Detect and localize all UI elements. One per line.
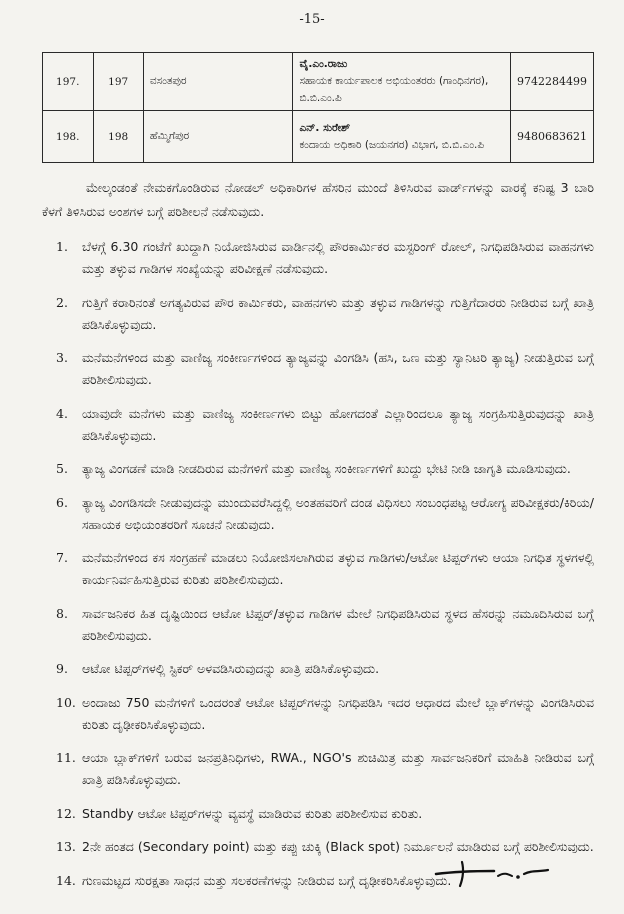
list-item: [42, 747, 594, 791]
ward-number: 198: [93, 111, 143, 163]
list-item: [42, 692, 594, 736]
item-text: ಬೆಳಗ್ಗೆ 6.30 ಗಂಟೆಗೆ ಖುದ್ದಾಗಿ ನಿಯೋಜಿಸಿರುವ ವಾರ್ಡಿನಲ್ಲಿ ಪೌರಕಾರ್ಮಿಕರ ಮಸ್ಟರಿಂಗ್ ರೋಲ್, ನಿಗಧಿಪಡಿಸಿರುವ ವಾಹನಗಳು ಮತ್ತು ತಳ್ಳುವ ಗಾಡಿಗಳ ಸಂಖ್ಯೆಯನ್ನು ಪರಿವೀಕ್ಷಣೆ ನಡೆಸುವುದು.: [82, 239, 594, 276]
phone-number: 9480683621: [511, 111, 594, 163]
officer-name: ಎನ್. ಸುರೇಶ್: [299, 121, 351, 134]
item-number: 3.: [56, 350, 68, 365]
item-text: ತ್ಯಾಜ್ಯ ವಿಂಗಡಿಸದೇ ನೀಡುವುದನ್ನು ಮುಂದುವರೆಸಿದ್ದಲ್ಲಿ ಅಂತಹವರಿಗೆ ದಂಡ ವಿಧಿಸಲು ಸಂಬಂಧಪಟ್ಟ ಆರೋಗ್ಯ ಪರಿವೀಕ್ಷಕರು/ಕಿರಿಯ/ಸಹಾಯಕ ಅಭಿಯಂತರರಿಗೆ ಸೂಚನೆ ನೀಡುವುದು.: [82, 494, 594, 532]
item-text: ಅಂದಾಜು 750 ಮನೆಗಳಿಗೆ ಒಂದರಂತೆ ಆಟೋ ಟಿಪ್ಪರ್‌ಗಳನ್ನು ನಿಗಧಿಪಡಿಸಿ ಇದರ ಆಧಾರದ ಮೇಲೆ ಬ್ಲಾಕ್‌ಗಳನ್ನು ವಿಂಗಡಿಸಿರುವ ಕುರಿತು ದೃಢೀಕರಿಸಿಕೊಳ್ಳುವುದು.: [82, 694, 594, 732]
table-row: [43, 111, 594, 163]
item-number: 7.: [56, 550, 68, 565]
serial-number: 198.: [43, 111, 94, 163]
serial-number: 197.: [43, 53, 94, 111]
officer-details: [293, 53, 511, 111]
item-number: 6.: [56, 494, 68, 510]
item-text: ಗುಣಮಟ್ಟದ ಸುರಕ್ಷತಾ ಸಾಧನ ಮತ್ತು ಸಲಕರಣೆಗಳನ್ನು ನೀಡಿರುವ ಬಗ್ಗೆ ದೃಢೀಕರಿಸಿಕೊಳ್ಳುವುದು.: [82, 872, 452, 888]
item-number: 5.: [56, 461, 68, 476]
list-item: [42, 603, 594, 647]
item-number: 11.: [56, 750, 76, 765]
list-item: [42, 803, 594, 825]
item-number: 8.: [56, 605, 68, 621]
item-text: ಆಟೋ ಟಿಪ್ಪರ್‌ಗಳಲ್ಲಿ ಸ್ಟಿಕರ್ ಅಳವಡಿಸಿರುವುದನ್ನು ಖಾತ್ರಿ ಪಡಿಸಿಕೊಳ್ಳುವುದು.: [82, 661, 380, 676]
phone-number: 9742284499: [511, 53, 594, 111]
handwritten-signature: [432, 852, 552, 892]
page-number: -15-: [299, 12, 325, 27]
item-number: 1.: [56, 239, 68, 254]
item-number: 10.: [56, 694, 76, 710]
item-text: ಯಾವುದೇ ಮನೆಗಳು ಮತ್ತು ವಾಣಿಜ್ಯ ಸಂಕೀರ್ಣಗಳು ಬಿಟ್ಟು ಹೋಗದಂತೆ ಎಲ್ಲಾರಿಂದಲೂ ತ್ಯಾಜ್ಯ ಸಂಗ್ರಹಿಸುತ್ತಿರುವುದನ್ನು ಖಾತ್ರಿ ಪಡಿಸಿಕೊಳ್ಳುವುದು.: [82, 405, 594, 443]
item-text: 2ನೇ ಹಂತದ (Secondary point) ಮತ್ತು ಕಪ್ಪು ಚುಕ್ಕಿ (Black spot) ನಿರ್ಮೂಲನೆ ಮಾಡಿರುವ ಬಗ್ಗೆ ಪರಿಶೀಲಿಸುವುದು.: [82, 839, 594, 854]
officer-name: ವೈ.ಎಂ.ರಾಜು: [299, 58, 348, 70]
table-row: [43, 53, 594, 111]
nodal-officers-table: [42, 52, 594, 163]
item-number: 9.: [56, 661, 68, 676]
inspection-points-list: [42, 236, 594, 903]
item-text: Standby ಆಟೋ ಟಿಪ್ಪರ್‌ಗಳನ್ನು ವ್ಯವಸ್ಥೆ ಮಾಡಿರುವ ಕುರಿತು ಪರಿಶೀಲಿಸುವ ಕುರಿತು.: [82, 805, 423, 821]
list-item: [42, 658, 594, 680]
item-text: ಮನೆಮನೆಗಳಿಂದ ಕಸ ಸಂಗ್ರಹಣೆ ಮಾಡಲು ನಿಯೋಜಿಸಲಾಗಿರುವ ತಳ್ಳುವ ಗಾಡಿಗಳು/ಆಟೋ ಟಿಪ್ಪರ್‌ಗಳು ಆಯಾ ನಿಗಧಿತ ಸ್ಥಳಗಳಲ್ಲಿ ಕಾರ್ಯನಿರ್ವಹಿಸುತ್ತಿರುವ ಕುರಿತು ಪರಿಶೀಲಿಸುವುದು.: [82, 550, 594, 587]
list-item: [42, 458, 594, 480]
officer-designation: ಕಂದಾಯ ಅಧಿಕಾರಿ (ಜಯನಗರ) ವಿಭಾಗ, ಬಿ.ಬಿ.ಎಂ.ಪಿ: [299, 138, 485, 151]
item-number: 2.: [56, 294, 68, 310]
list-item: [42, 492, 594, 536]
item-number: 4.: [56, 405, 68, 421]
item-text: ತ್ಯಾಜ್ಯ ವಿಂಗಡಣೆ ಮಾಡಿ ನೀಡದಿರುವ ಮನೆಗಳಿಗೆ ಮತ್ತು ವಾಣಿಜ್ಯ ಸಂಕೀರ್ಣಗಳಿಗೆ ಖುದ್ದು ಭೇಟಿ ನೀಡಿ ಜಾಗೃತಿ ಮೂಡಿಸುವುದು.: [82, 461, 571, 476]
intro-paragraph: ಮೇಲ್ಕಂಡಂತೆ ನೇಮಕಗೊಂಡಿರುವ ನೋಡಲ್ ಅಧಿಕಾರಿಗಳ ಹೆಸರಿನ ಮುಂದೆ ತಿಳಿಸಿರುವ ವಾರ್ಡ್‌ಗಳನ್ನು ವಾರಕ್ಕೆ ಕನಿಷ್ಟ 3 ಬಾರಿ ಕೆಳಗೆ ತಿಳಿಸಿರುವ ಅಂಶಗಳ ಬಗ್ಗೆ ಪರಿಶೀಲನೆ ನಡೆಸುವುದು.: [42, 180, 594, 219]
ward-name: ವಸಂತಪುರ: [143, 53, 293, 111]
item-text: ಗುತ್ತಿಗೆ ಕರಾರಿನಂತೆ ಅಗತ್ಯವಿರುವ ಪೌರ ಕಾರ್ಮಿಕರು, ವಾಹನಗಳು ಮತ್ತು ತಳ್ಳುವ ಗಾಡಿಗಳನ್ನು ಗುತ್ತಿಗೆದಾರರು ನೀಡಿರುವ ಬಗ್ಗೆ ಖಾತ್ರಿ ಪಡಿಸಿಕೊಳ್ಳುವುದು.: [82, 294, 594, 332]
item-number: 13.: [56, 839, 76, 854]
list-item: [42, 347, 594, 391]
officer-details: [293, 111, 511, 163]
ward-number: 197: [93, 53, 143, 111]
list-item: [42, 403, 594, 447]
item-text: ಆಯಾ ಬ್ಲಾಕ್‌ಗಳಿಗೆ ಬರುವ ಜನಪ್ರತಿನಿಧಿಗಳು, RWA., NGO's ಶುಚಿಮಿತ್ರ ಮತ್ತು ಸಾರ್ವಜನಿಕರಿಗೆ ಮಾಹಿತಿ ನೀಡಿರುವ ಬಗ್ಗೆ ಖಾತ್ರಿ ಪಡಿಸಿಕೊಳ್ಳುವುದು.: [82, 750, 594, 787]
item-number: 12.: [56, 805, 76, 821]
officer-designation: ಸಹಾಯಕ ಕಾರ್ಯಪಾಲಕ ಅಭಿಯಂತರರು (ಗಾಂಧಿನಗರ), ಬಿ.ಬಿ.ಎಂ.ಪಿ: [299, 75, 489, 104]
item-text: ಸಾರ್ವಜನಿಕರ ಹಿತ ದೃಷ್ಟಿಯಿಂದ ಆಟೋ ಟಿಪ್ಪರ್/ತಳ್ಳುವ ಗಾಡಿಗಳ ಮೇಲೆ ನಿಗಧಿಪಡಿಸಿರುವ ಸ್ಥಳದ ಹೆಸರನ್ನು ನಮೂದಿಸಿರುವ ಬಗ್ಗೆ ಪರಿಶೀಲಿಸುವುದು.: [82, 605, 594, 643]
list-item: [42, 547, 594, 591]
list-item: [42, 292, 594, 336]
ward-name: ಹೆಮ್ಮಿಗೆಪುರ: [143, 111, 293, 163]
list-item: [42, 236, 594, 280]
item-text: ಮನೆಮನೆಗಳಿಂದ ಮತ್ತು ವಾಣಿಜ್ಯ ಸಂಕೀರ್ಣಗಳಿಂದ ತ್ಯಾಜ್ಯವನ್ನು ವಿಂಗಡಿಸಿ (ಹಸಿ, ಒಣ ಮತ್ತು ಸ್ಯಾನಿಟರಿ ತ್ಯಾಜ್ಯ) ನೀಡುತ್ತಿರುವ ಬಗ್ಗೆ ಪರಿಶೀಲಿಸುವುದು.: [82, 350, 594, 387]
item-number: 14.: [56, 872, 76, 888]
